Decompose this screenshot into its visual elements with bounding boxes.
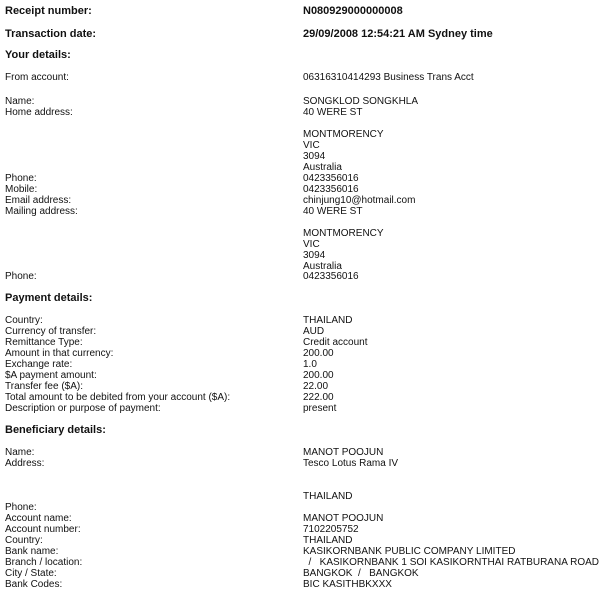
- country-label: Country:: [5, 315, 43, 326]
- beneficiary-phone-label: Phone:: [5, 502, 37, 513]
- country-value: THAILAND: [303, 315, 353, 326]
- email-value: chinjung10@hotmail.com: [303, 195, 416, 206]
- home-address-label: Home address:: [5, 107, 73, 118]
- transfer-fee-value: 22.00: [303, 381, 329, 392]
- mailing-address-state: VIC: [303, 239, 320, 250]
- email-label: Email address:: [5, 195, 72, 206]
- home-address-state: VIC: [303, 140, 320, 151]
- name-label: Name:: [5, 96, 35, 107]
- mailing-address-suburb: MONTMORENCY: [303, 228, 384, 239]
- beneficiary-country-label: Country:: [5, 535, 43, 546]
- bank-name-value: KASIKORNBANK PUBLIC COMPANY LIMITED: [303, 546, 516, 557]
- phone-label: Phone:: [5, 173, 37, 184]
- beneficiary-country-value: THAILAND: [303, 535, 353, 546]
- exchange-rate-label: Exchange rate:: [5, 359, 73, 370]
- beneficiary-name-value: MANOT POOJUN: [303, 447, 384, 458]
- beneficiary-name-label: Name:: [5, 447, 35, 458]
- remittance-type-value: Credit account: [303, 337, 368, 348]
- mailing-address-street: 40 WERE ST: [303, 206, 363, 217]
- remittance-type-label: Remittance Type:: [5, 337, 83, 348]
- branch-location-value: / KASIKORNBANK 1 SOI KASIKORNTHAI RATBURANA ROAD: [303, 557, 599, 568]
- beneficiary-address-label: Address:: [5, 458, 45, 469]
- account-number-value: 7102205752: [303, 524, 359, 535]
- home-address-postcode: 3094: [303, 151, 326, 162]
- receipt-number-value: N080929000000008: [303, 5, 403, 17]
- from-account-label: From account:: [5, 72, 69, 83]
- from-account-value: 06316310414293 Business Trans Acct: [303, 72, 474, 83]
- mailing-address-postcode: 3094: [303, 250, 326, 261]
- city-state-label: City / State:: [5, 568, 57, 579]
- transfer-fee-label: Transfer fee ($A):: [5, 381, 83, 392]
- mobile-label: Mobile:: [5, 184, 38, 195]
- beneficiary-address-country: THAILAND: [303, 491, 353, 502]
- mailing-address-country: Australia: [303, 261, 342, 272]
- exchange-rate-value: 1.0: [303, 359, 317, 370]
- total-amount-label: Total amount to be debited from your account ($A):: [5, 392, 231, 403]
- bank-codes-value: BIC KASITHBKXXX: [303, 579, 392, 590]
- branch-location-label: Branch / location:: [5, 557, 83, 568]
- description-label: Description or purpose of payment:: [5, 403, 161, 414]
- total-amount-value: 222.00: [303, 392, 334, 403]
- description-value: present: [303, 403, 337, 414]
- transaction-date-value: 29/09/2008 12:54:21 AM Sydney time: [303, 28, 493, 40]
- account-number-label: Account number:: [5, 524, 81, 535]
- your-details-heading: Your details:: [5, 49, 71, 61]
- phone2-value: 0423356016: [303, 271, 359, 282]
- aud-payment-amount-label: $A payment amount:: [5, 370, 97, 381]
- account-name-value: MANOT POOJUN: [303, 513, 384, 524]
- home-address-street: 40 WERE ST: [303, 107, 363, 118]
- aud-payment-amount-value: 200.00: [303, 370, 334, 381]
- currency-value: AUD: [303, 326, 325, 337]
- currency-label: Currency of transfer:: [5, 326, 97, 337]
- home-address-suburb: MONTMORENCY: [303, 129, 384, 140]
- amount-currency-label: Amount in that currency:: [5, 348, 114, 359]
- beneficiary-address-line1: Tesco Lotus Rama IV: [303, 458, 399, 469]
- bank-codes-label: Bank Codes:: [5, 579, 63, 590]
- beneficiary-details-heading: Beneficiary details:: [5, 424, 106, 436]
- home-address-country: Australia: [303, 162, 342, 173]
- bank-name-label: Bank name:: [5, 546, 59, 557]
- amount-currency-value: 200.00: [303, 348, 334, 359]
- city-state-value: BANGKOK / BANGKOK: [303, 568, 419, 579]
- payment-details-heading: Payment details:: [5, 292, 93, 304]
- phone2-label: Phone:: [5, 271, 37, 282]
- mobile-value: 0423356016: [303, 184, 359, 195]
- transaction-date-label: Transaction date:: [5, 28, 97, 40]
- phone-value: 0423356016: [303, 173, 359, 184]
- mailing-address-label: Mailing address:: [5, 206, 78, 217]
- account-name-label: Account name:: [5, 513, 72, 524]
- name-value: SONGKLOD SONGKHLA: [303, 96, 419, 107]
- receipt-number-label: Receipt number:: [5, 5, 92, 17]
